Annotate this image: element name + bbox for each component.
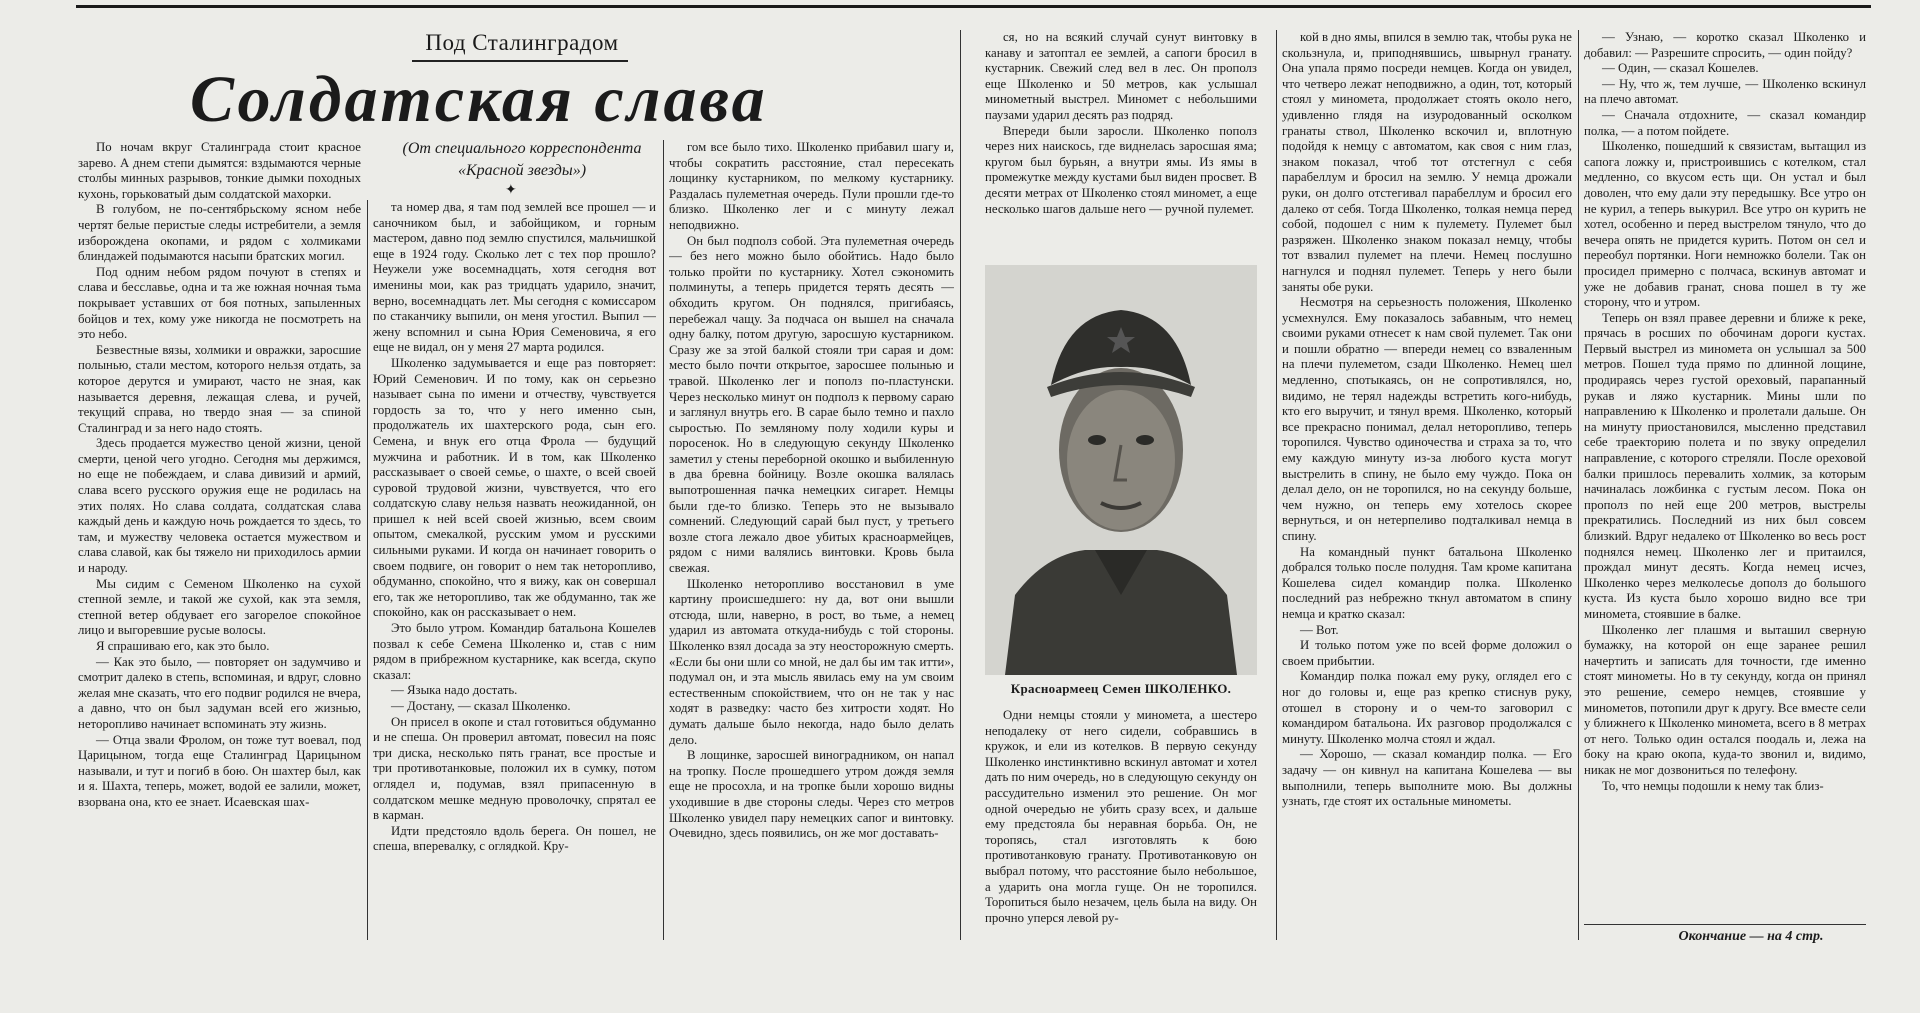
paragraph: В лощинке, заросшей виноградником, он напал на тропку. После прошедшего утром дождя земля еще не просохла, и на тропке были хорошо видны уходившие в две стороны следы. Через сто метров Школенко увидел пару немецких сапог и винтовку. Очевидно, здесь появились, он же мог доставать- (669, 748, 954, 841)
paragraph: — Узнаю, — коротко сказал Школенко и добавил: — Разрешите спросить, — один пойду? (1584, 30, 1866, 60)
paragraph: гом все было тихо. Школенко прибавил шагу и, чтобы сократить расстояние, стал пересекать лощинку кустарником, по мелкому кустарнику. Раздалась пулеметная очередь. Пули прошли где-то близко. Школенко лег и с минуту лежал неподвижно. (669, 140, 954, 232)
paragraph: Школенко лег плашмя и выташил сверную бумажку, на которой он еще заранее решил начертить и записать для точности, где именно стоят минометы. Но в ту секунду, когда он принял это решение, семеро немцев, стоявшие у минометов, потопили друг к другу. Все вместе сели у ближнего к Школенко миномета, всего в 8 метрах от него. Только один остался поодаль и, лежа на боку на краю окопа, куда-то звонил и, видимо, никак не мог дозвониться по телефону. (1584, 622, 1866, 777)
paragraph: Мы сидим с Семеном Школенко на сухой степной земле, и такой же сухой, как эта земля, степной ветер обдувает его загорелое спокойное лицо и выгоревшие русые волосы. (78, 576, 361, 638)
paragraph: Идти предстояло вдоль берега. Он пошел, не спеша, вперевалку, с оглядкой. Кру- (373, 823, 656, 854)
column-6 (1584, 30, 1866, 920)
column-1 (78, 140, 361, 940)
column-divider (663, 140, 664, 940)
column-divider (367, 200, 368, 940)
paragraph: — Один, — сказал Кошелев. (1602, 61, 1759, 76)
ending-rule (1584, 924, 1866, 925)
paragraph: Здесь продается мужество ценой жизни, ценой смерти, ценой чего угодно. Сегодня мы держимся, но еще не побеждаем, и слава дивизий и армий, слава всего русского оружия еще не родилась на этих полях. Но слава солдата, солдатская слава каждый день и каждую ночь рождается то здесь, то там, и мужеству человека остается мужеством и слава славой, как бы тяжело ни приходилось армии и народу. (78, 436, 361, 576)
photo-caption: Красноармеец Семен ШКОЛЕНКО. (1010, 681, 1232, 696)
portrait-photo (985, 265, 1257, 675)
continuation-note: Окончание — на 4 стр. (1678, 929, 1824, 944)
column-1-text (78, 140, 361, 811)
column-3-text (669, 140, 954, 842)
column-divider (960, 30, 961, 940)
column-divider (1578, 30, 1579, 940)
soldier-portrait-icon (985, 265, 1257, 675)
column-6-text (1584, 30, 1866, 794)
paragraph: Безвестные вязы, холмики и овражки, заросшие полынью, стали местом, которого нельзя отдать, за которое дерутся и умирают, часто не зная, как называется деревня, лежащая слева, и ручей, текущий справа, но твердо зная — за спиной Сталинград и за него надо стоять. (78, 342, 361, 435)
paragraph: ся, но на всякий случай сунут винтовку в канаву и затоптал ее землей, а сапоги бросил в кустарник. Свежий след вел в лес. Он прополз еще Школенко и 50 метров, как услышал минометный выстрел. Миномет с небольшими паузами ударил десять раз подряд. (985, 30, 1257, 122)
rubric: Под Сталинградом (425, 30, 619, 55)
headline: Солдатская слава (190, 63, 768, 136)
paragraph: та номер два, я там под землей все прошел — и саночником был, и забойщиком, и горным мастером, давно под землю спустился, мальчишкой еще в 1924 году. Сколько лет с тех пор прошло? Неужели уже восемнадцать, хотя сегодня вот именины мои, как раз тридцать ударило, значит, верно, восемнадцать лет. Мы сегодня с комиссаром по стаканчику выпили, он меня угостил. Выпил — жену вспомнил и сына Юрия Семеновича, я его еще не видал, он у меня 27 марта родился. (373, 200, 656, 355)
paragraph: Под одним небом рядом почуют в степях и слава и бесславье, одна и та же южная ночная тьма покрывает уставших от боя потных, запыленных бойцов и тех, кому уже никогда не посмотреть на это небо. (78, 264, 361, 342)
paragraph: — Как это было, — повторяет он задумчиво и смотрит далеко в степь, вспоминая, и вдруг, словно желая мне сказать, что его подвиг родился не вчера, а давно, что он был задуман всей его жизнью, неторопливо начинает вспоминать эту жизнь. (78, 654, 361, 731)
paragraph: — Языка надо достать. (391, 683, 518, 698)
column-4-text (985, 30, 1257, 217)
ornament-icon: ✦ (505, 183, 517, 198)
column-4-lower (985, 708, 1257, 940)
paragraph: — Достану, — сказал Школенко. (391, 699, 571, 713)
column-2-text (373, 200, 656, 855)
paragraph: — Отца звали Фролом, он тоже тут воевал, под Царицыном, тогда еще Сталинград Царицыном называли, и тут и погиб в бою. Он шахтер был, как и я. Шахта, теперь, может, водой ее залили, может, взорвана она, кто ее знает. Исаевская шах- (78, 732, 361, 809)
paragraph: — Ну, что ж, тем лучше, — Школенко вскинул на плечо автомат. (1584, 76, 1866, 107)
paragraph: — Сначала отдохните, — сказал командир полка, — а потом пойдете. (1584, 107, 1866, 138)
paragraph: Командир полка пожал ему руку, оглядел его с ног до головы и, еще раз крепко стиснув руку, отошел в сторону и о чем-то заговорил с командиром батальона. Их разговор продолжался с минуту. Школенко молча стоял и ждал. (1282, 669, 1572, 746)
column-2 (373, 200, 656, 940)
paragraph: По ночам вкруг Сталинграда стоит красное зарево. А днем степи дымятся: вздымаются черные столбы минных разрывов, тонкие дымки походных кухонь, горьковатый дым солдатской махорки. (78, 140, 361, 201)
top-rule (76, 5, 1871, 8)
column-5-text (1282, 30, 1572, 810)
paragraph: Впереди были заросли. Школенко пополз через них наискось, где виднелась заросшая яма; кругом был бурьян, а внутри ямы. Из ямы в промежутке между кустами был виден просвет. В десяти метрах от Школенко стоял миномет, а еще несколько шагов дальше него — ручной пулемет. (985, 123, 1257, 216)
paragraph: Школенко неторопливо восстановил в уме картину происшедшего: ну да, вот они вышли отсюда, шли, наверно, в рост, во тьме, а немец ударил из автомата откуда-нибудь с той стороны. Школенко взял досада за эту неосторожную смерть. «Если бы они шли со мной, не дал бы им так итти», подумал он, и эта мысль явилась ему на ум своим естественным спокойствием, что он не так у нас ходят в разведку: часто без хитрости ходят. Но думать дальше было некогда, надо было делать дело. (669, 576, 954, 747)
paragraph: Он был подполз собой. Эта пулеметная очередь — без него можно было обойтись. Надо было только пройти по кустарнику. Хотел сэкономить полминуты, а теперь придется терять десять — обходить кругом. Он поднялся, пригибаясь, перебежал чащу. За подчаса он вышел на сначала одну балку, потом другую, заросшую кустарником. Сразу же за этой балкой стояли три сарая и дом: место было почти открытое, заросшее полынью и травой. Школенко лег и пополз по-пластунски. Через несколько минут он подполз к первому сараю и заглянул внутрь его. В сарае было темно и пахло сыростью. По земляному полу ходили куры и поросенок. Но в следующую секунду Школенко заметил у стены переборной окошко и выбиленную в два бревна бойницу. Возле окошка валялась выпотрошенная пачка немецких сигарет. Немцы были где-то близко. Теперь это не вызывало сомнений. Следующий сарай был пуст, у третьего возле стога лежало двое убитых красноармейцев, рядом с ними валялись винтовки. Кровь была свежая. (669, 233, 954, 576)
paragraph: — Хорошо, — сказал командир полка. — Его задачу — он кивнул на капитана Кошелева — вы выполнили, теперь выполните мою. Вы должны узнать, где стоят их остальные минометы. (1282, 747, 1572, 809)
column-5 (1282, 30, 1572, 940)
paragraph: — Вот. (1300, 622, 1339, 637)
column-3 (669, 140, 954, 940)
paragraph: Теперь он взял правее деревни и ближе к реке, прячась в росших по обочинам дороги кустах. Первый выстрел из миномета он услышал за 500 метров. Пошел туда прямо по длинной лощине, продираясь через густой ореховый, парапанный рукав и ляжо кустарник. Мины шли по направлению к Школенко и пролетали дальше. Он на минуту приостановился, мысленно представил себе траекторию полета и по звуку определил направление, с которого стреляли. После ореховой балки пришлось перевалить холмик, за которым начиналась ложбинка с густым лесом. Пока он прополз по ней еще 200 метров, выстрелы прекратились. Последний из них был совсем близкий. Вдруг недалеко от Школенко во весь рост поднялся немец. Школенко лег и притаился, прождал минут десять. Когда немец исчез, Школенко через мелколесье дополз до большого куста. Из куста было хорошо видно все три миномета, стоявшие в балке. (1584, 310, 1866, 621)
paragraph: В голубом, не по-сентябрьскому ясном небе чертят белые перистые следы истребители, а земля изборождена окопами, и рядом с холмиками блиндажей подымаются насыпи братских могил. (78, 202, 361, 264)
paragraph: Я спрашиваю его, как это было. (96, 639, 270, 653)
column-4-lower-text (985, 708, 1257, 926)
paragraph: На командный пункт батальона Школенко добрался только после полудня. Там кроме капитана Кошелева сидел командир полка. Школенко последний раз небрежно ткнул автоматом в спину немца и кратко сказал: (1282, 544, 1572, 621)
paragraph: Он присел в окопе и стал готовиться обдуманно и не спеша. Он проверил автомат, повесил на пояс три диска, несколько пять гранат, все простые и три противотанковые, положил их в сумку, потом оглядел и, подумав, взял припасенную в солдатском мешке медную проволочку, спрятал ее в карман. (373, 714, 656, 823)
paragraph: Несмотря на серьезность положения, Школенко усмехнулся. Ему показалось забавным, что немец своими руками отнесет к нам свой пулемет. Так они и пошли обратно — впереди немец со взваленным на плечи пулеметом, сзади Школенко. Немец шел медленно, спотыкаясь, он не сопротивлялся, но, видимо, не терял надежды встретить кого-нибудь, кто его выручит, и тянул время. Школенко, который все прекрасно понимал, делал неторопливо, теперь торопился. Чувство одиночества и страха за то, что ему каждую минуту из-за любого куста могут выстрелить в спину, не было ему чуждо. Пока он делал дело, он не торопился, но на секунду больше, чем нужно, он теперь ему хотелось скорее вернуться, и он нетерпеливо подталкивал немца в спину. (1282, 295, 1572, 543)
paragraph: Школенко, пошедший к связистам, вытащил из сапога ложку и, пристроившись с котелком, стал медленно, со вкусом есть щи. Он устал и был доволен, что ему дали эту передышку. Все утро он не курил, а теперь выкурил. Все утро он курить не хотел, особенно и перед выстрелом тянуло, что до вечера опять не придется курить. Потом он сел и переобул портянки. Ноги немножко болели. Так он просидел примерно с полчаса, вскинув автомат и уже не добавив гранат, снова пошел в ту же сторону, что и утром. (1584, 139, 1866, 310)
paragraph: И только потом уже по всей форме доложил о своем прибытии. (1282, 638, 1572, 668)
column-4 (985, 30, 1257, 260)
paragraph: кой в дно ямы, впился в землю так, чтобы рука не скользнула, и, приподнявшись, швырнул гранату. Она упала прямо посреди немцев. Когда он увидел, что четверо лежат неподвижно, а один, тот, который стоял у миномета, продолжает стоять около него, удивленно глядя на изуродованный осколком гранаты ствол, Школенко вскочил и, вплотную подойдя к немцу с автоматом, как своя с ним глаз, знаком показал, чтоб тот отстегнул с себя парабеллум и бросил на землю. У немца дрожали руки, он долго отстегивал парабеллум и бросил его далеко от себя. Тогда Школенко, толкая немца перед собой, подошел с ним к пулемету. Пулемет был разряжен. Школенко знаком показал немцу, чтобы тот взвалил пулемет на плечи. Немец послушно нагнулся и поднял пулемет. Теперь у него были заняты обе руки. (1282, 30, 1572, 294)
byline: (От специального корреспондента «Красной звезды») (402, 140, 642, 179)
paragraph: Одни немцы стояли у миномета, а шестеро неподалеку от него сидели, собравшись в кружок, и ели из котелков. В первую секунду Школенко инстинктивно вскинул автомат и хотел дать по ним очередь, но в следующую секунду он рассудительно изменил это решение. Он мог одной очередью не убить сразу всех, и дальше ему предстояла бы неравная борьба. Он, не торопясь, стал изготовлять к бою противотанковую гранату. Противотанковую он выбрал потому, что расстояние было небольшое, а ударить она могла гуще. Он не торопился. Торопиться было незачем, цель была на виду. Он прочно уперся левой ру- (985, 708, 1257, 925)
paragraph: То, что немцы подошли к нему так близ- (1602, 778, 1824, 793)
column-divider (1276, 30, 1277, 940)
paragraph: Это было утром. Командир батальона Кошелев позвал к себе Семена Школенко и, став с ним рядом в прибрежном кустарнике, как всегда, скупо сказал: (373, 621, 656, 682)
paragraph: Школенко задумывается и еще раз повторяет: Юрий Семенович. И по тому, как он серьезно называет сына по имени и отчеству, чувствуется гордость за то, что у него именно сын, продолжатель их шахтерского рода, сын его. Семена, и внук его отца Фрола — будущий мужчина и работник. И в том, как Школенко рассказывает о своей семье, о шахте, о всей своей суровой трудовой жизни, чувствуется, что его солдатскую славу нельзя назвать неожиданной, он пришел к ней всей своей жизнью, всем своим опытом, смекалкой, русским умом и русскими сильными руками. И когда он начинает говорить о своем подвиге, он говорит о нем так неторопливо, обдуманно, спокойно, что я вижу, как он совершал его, так же неторопливо, так же обдуманно, так же спокойно, как он рассказывает о нем. (373, 355, 656, 620)
